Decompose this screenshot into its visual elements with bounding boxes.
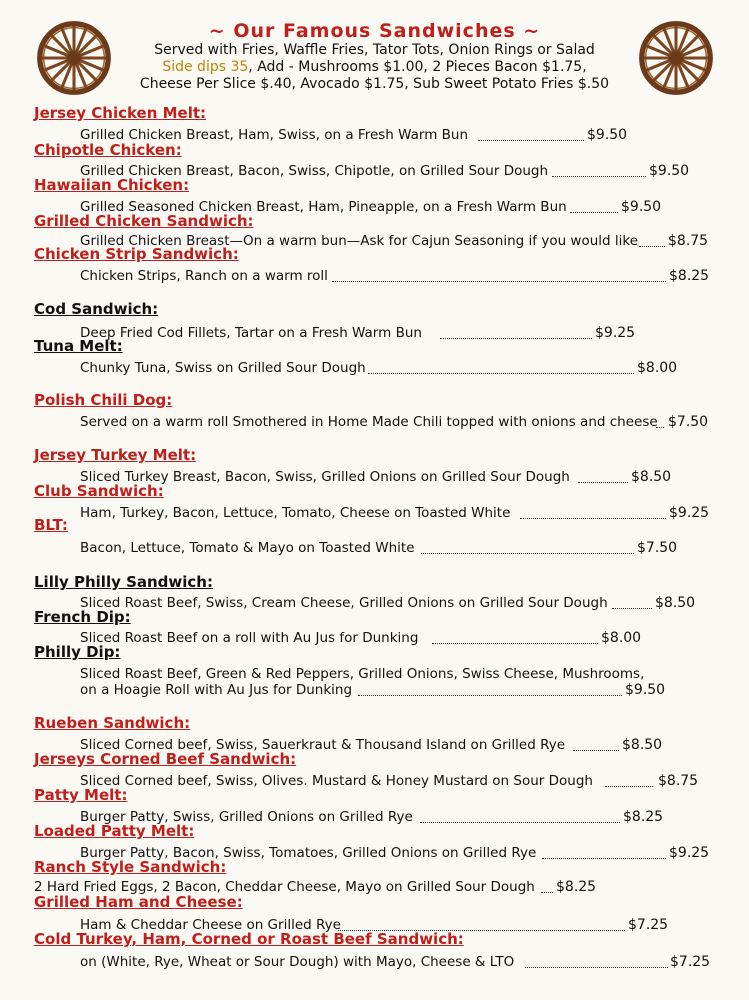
leader-dots — [520, 518, 666, 519]
menu-item-name: Patty Melt: — [34, 786, 128, 804]
menu-item-price: $7.50 — [637, 540, 678, 556]
side-dips-price: 35 — [230, 59, 249, 75]
menu-item-description: on (White, Rye, Wheat or Sour Dough) with Mayo, Cheese & LTO — [80, 954, 515, 970]
menu-item-price: $9.50 — [649, 163, 690, 179]
menu-item-description: Sliced Corned beef, Swiss, Olives. Mustard & Honey Mustard on Sour Dough — [80, 773, 593, 789]
leader-dots — [570, 212, 618, 213]
leader-dots — [656, 427, 664, 428]
addons-line — [0, 59, 749, 76]
menu-item-price: $8.00 — [637, 360, 678, 376]
menu-item-description: Grilled Chicken Breast—On a warm bun—Ask for Cajun Seasoning if you would like — [80, 233, 639, 249]
menu-item-description: Served on a warm roll Smothered in Home Made Chili topped with onions and cheese — [80, 414, 658, 430]
leader-dots — [541, 892, 553, 893]
menu-item-name: Chipotle Chicken: — [34, 141, 182, 159]
menu-item-description: Grilled Seasoned Chicken Breast, Ham, Pineapple, on a Fresh Warm Bun — [80, 199, 567, 215]
menu-item-name: Jersey Turkey Melt: — [34, 446, 197, 464]
menu-item-name: Cod Sandwich: — [34, 300, 159, 318]
menu-item-name: Rueben Sandwich: — [34, 714, 191, 732]
leader-dots — [605, 786, 653, 787]
menu-item-price: $8.50 — [622, 737, 663, 753]
menu-item-description: Grilled Chicken Breast, Bacon, Swiss, Chipotle, on Grilled Sour Dough — [80, 163, 549, 179]
menu-item-name: Loaded Patty Melt: — [34, 822, 195, 840]
menu-item-price: $7.25 — [670, 954, 711, 970]
menu-item-description: 2 Hard Fried Eggs, 2 Bacon, Cheddar Cheese, Mayo on Grilled Sour Dough — [34, 879, 535, 895]
menu-item-price: $9.50 — [587, 127, 628, 143]
menu-item-name: Lilly Philly Sandwich: — [34, 573, 213, 591]
menu-item-description: Burger Patty, Swiss, Grilled Onions on Grilled Rye — [80, 809, 413, 825]
leader-dots — [573, 750, 619, 751]
menu-item-name: Philly Dip: — [34, 643, 121, 661]
addons-line-2: Cheese Per Slice $.40, Avocado $1.75, Sub Sweet Potato Fries $.50 — [139, 76, 610, 92]
menu-item-name: Grilled Ham and Cheese: — [34, 893, 243, 911]
menu-item-name: BLT: — [34, 516, 68, 534]
menu-item-price: $8.75 — [658, 773, 699, 789]
menu-item-description: Chunky Tuna, Swiss on Grilled Sour Dough — [80, 360, 366, 376]
leader-dots — [578, 482, 628, 483]
menu-item-name: Club Sandwich: — [34, 482, 164, 500]
menu-item-description: Chicken Strips, Ranch on a warm roll — [80, 268, 328, 284]
menu-item-description: Bacon, Lettuce, Tomato & Mayo on Toasted White — [80, 540, 415, 556]
menu-item-price: $9.25 — [669, 505, 710, 521]
menu-item-description: Sliced Turkey Breast, Bacon, Swiss, Grilled Onions on Grilled Sour Dough — [80, 469, 570, 485]
addons-text-1: , Add - Mushrooms $1.00, 2 Pieces Bacon $1.75, — [248, 59, 587, 75]
menu-item-price: $9.50 — [625, 682, 666, 698]
menu-item-price: $8.50 — [631, 469, 672, 485]
menu-item-name: Grilled Chicken Sandwich: — [34, 212, 254, 230]
menu-item-description: Sliced Corned beef, Swiss, Sauerkraut & Thousand Island on Grilled Rye — [80, 737, 566, 753]
leader-dots — [478, 140, 584, 141]
leader-dots — [612, 608, 652, 609]
leader-dots — [542, 858, 666, 859]
leader-dots — [552, 176, 646, 177]
menu-item-price: $9.25 — [669, 845, 710, 861]
menu-item-name: Ranch Style Sandwich: — [34, 858, 227, 876]
menu-item-price: $8.25 — [623, 809, 664, 825]
menu-item-price: $8.00 — [601, 630, 642, 646]
menu-item-price: $8.25 — [556, 879, 597, 895]
menu-item-name: Jerseys Corned Beef Sandwich: — [34, 750, 297, 768]
menu-item-description: Ham, Turkey, Bacon, Lettuce, Tomato, Cheese on Toasted White — [80, 505, 511, 521]
menu-item-price: $9.25 — [595, 325, 636, 341]
menu-item-name: French Dip: — [34, 608, 131, 626]
leader-dots — [420, 822, 620, 823]
menu-item-name: Cold Turkey, Ham, Corned or Roast Beef Sandwich: — [34, 930, 464, 948]
menu-item-price: $8.50 — [655, 595, 696, 611]
menu-item-description: Sliced Roast Beef, Swiss, Cream Cheese, Grilled Onions on Grilled Sour Dough — [80, 595, 608, 611]
menu-item-description: Sliced Roast Beef on a roll with Au Jus for Dunking — [80, 630, 419, 646]
menu-item-description-2: on a Hoagie Roll with Au Jus for Dunking — [80, 682, 353, 698]
leader-dots — [368, 373, 634, 374]
menu-item-price: $8.25 — [669, 268, 710, 284]
menu-item-name: Hawaiian Chicken: — [34, 176, 190, 194]
leader-dots — [432, 643, 598, 644]
menu-item-name: Tuna Melt: — [34, 337, 123, 355]
menu-item-name: Chicken Strip Sandwich: — [34, 245, 239, 263]
side-dips-label: Side dips — [162, 59, 227, 75]
menu-item-price: $7.25 — [628, 917, 669, 933]
menu-item-description: Burger Patty, Bacon, Swiss, Tomatoes, Grilled Onions on Grilled Rye — [80, 845, 537, 861]
menu-item-name: Jersey Chicken Melt: — [34, 104, 207, 122]
leader-dots — [440, 338, 592, 339]
menu-title: ~ Our Famous Sandwiches ~ — [208, 20, 541, 42]
menu-item-description: Deep Fried Cod Fillets, Tartar on a Fresh Warm Bun — [80, 325, 422, 341]
menu-item-price: $7.50 — [668, 414, 709, 430]
menu-item-price: $9.50 — [621, 199, 662, 215]
menu-item-name: Polish Chili Dog: — [34, 391, 173, 409]
menu-header — [0, 20, 749, 93]
menu-item-description: Ham & Cheddar Cheese on Grilled Rye — [80, 917, 341, 933]
menu-item-description: Sliced Roast Beef, Green & Red Peppers, Grilled Onions, Swiss Cheese, Mushrooms, — [80, 666, 645, 682]
leader-dots — [421, 553, 634, 554]
leader-dots — [358, 695, 622, 696]
menu-item-price: $8.75 — [668, 233, 709, 249]
leader-dots — [639, 246, 665, 247]
leader-dots — [332, 281, 666, 282]
menu-item-description: Grilled Chicken Breast, Ham, Swiss, on a Fresh Warm Bun — [80, 127, 469, 143]
leader-dots — [525, 967, 668, 968]
served-with-line: Served with Fries, Waffle Fries, Tator Tots, Onion Rings or Salad — [154, 42, 595, 58]
